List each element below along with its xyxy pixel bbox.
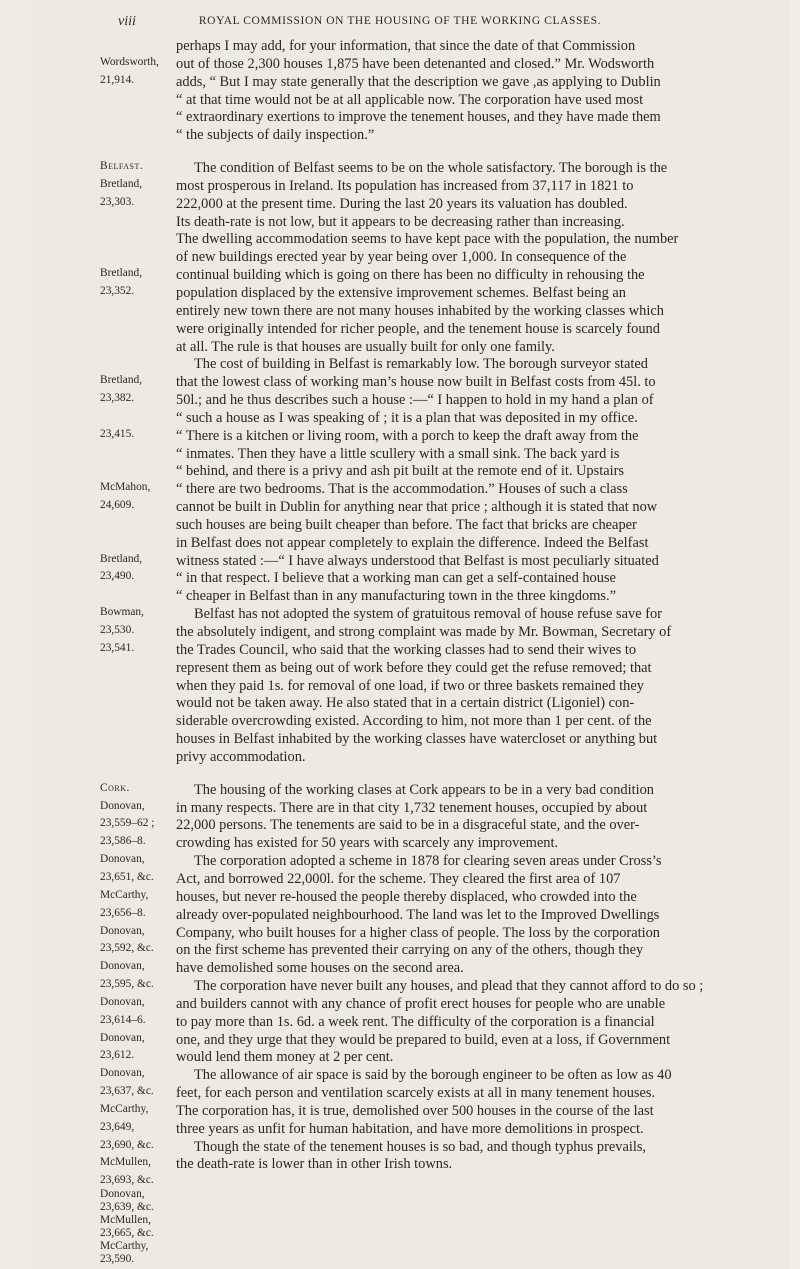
margin-note: 23,612. (100, 1049, 135, 1062)
text-line (0, 713, 800, 731)
margin-note: 23,665, &c. (100, 1227, 154, 1240)
margin-note: Bretland, (100, 552, 143, 565)
margin-note: Donovan, (100, 924, 145, 937)
margin-note: Bowman, (100, 606, 144, 619)
text-line (0, 553, 800, 571)
margin-note: 23,614–6. (100, 1013, 146, 1026)
line-text: to pay more than 1s. 6d. a week rent. The difficulty of the corporation is a financial (176, 1013, 655, 1030)
margin-note: 23,693, &c. (100, 1174, 154, 1187)
margin-note: Donovan, (100, 1031, 145, 1044)
line-text: that the lowest class of working man’s house now built in Belfast costs from 45l. to (176, 374, 656, 391)
margin-note: 23,303. (100, 195, 135, 208)
trailing-note-row (0, 1214, 800, 1227)
margin-note: 23,352. (100, 284, 135, 297)
text-line (0, 127, 800, 145)
line-text: Company, who built houses for a higher class of people. The loss by the corporation (176, 924, 660, 941)
line-text: three years as unfit for human habitation, and have more demolitions in prospect. (176, 1120, 644, 1137)
margin-note: Bretland, (100, 374, 143, 387)
text-line (0, 1103, 800, 1121)
text-line (0, 321, 800, 339)
text-line (0, 339, 800, 357)
text-line (0, 695, 800, 713)
line-text: continual building which is going on there has been no difficulty in rehousing the (176, 267, 645, 284)
text-line (0, 303, 800, 321)
text-line (0, 463, 800, 481)
margin-note: McMahon, (100, 481, 151, 494)
text-line (0, 960, 800, 978)
margin-note: Donovan, (100, 960, 145, 973)
text-line (0, 1139, 800, 1157)
margin-note: 23,592, &c. (100, 942, 154, 955)
line-text: would lend them money at 2 per cent. (176, 1049, 394, 1066)
margin-note: 23,656–8. (100, 906, 146, 919)
trailing-note-row (0, 1201, 800, 1214)
document-body (0, 38, 800, 1267)
line-text: Act, and borrowed 22,000l. for the scheme. They cleared the first area of 107 (176, 870, 621, 887)
margin-note: McCarthy, (100, 1102, 149, 1115)
line-text: feet, for each person and ventilation scarcely exists at all in many tenement houses. (176, 1085, 656, 1102)
text-line (0, 749, 800, 767)
line-text: houses, but never re-housed the people thereby displaced, who crowded into the (176, 888, 637, 905)
line-text: “ such a house as I was speaking of ; it is a plan that was deposited in my office. (176, 409, 638, 426)
line-text: Its death-rate is not low, but it appears to be decreasing rather than increasing. (176, 213, 625, 230)
margin-note: Bretland, (100, 267, 143, 280)
line-text: the death-rate is lower than in other Irish towns. (176, 1156, 453, 1173)
text-line (0, 428, 800, 446)
text-line (0, 624, 800, 642)
margin-note: 23,637, &c. (100, 1085, 154, 1098)
text-line (0, 267, 800, 285)
text-line (0, 817, 800, 835)
line-text: perhaps I may add, for your information, that since the date of that Commission (176, 38, 636, 54)
text-line (0, 92, 800, 110)
margin-note: McMullen, (100, 1213, 151, 1226)
text-line (0, 800, 800, 818)
line-text: such houses are being built cheaper than before. The fact that bricks are cheaper (176, 516, 637, 533)
line-text: have demolished some houses on the second area. (176, 960, 464, 977)
line-text: “ in that respect. I believe that a working man can get a self-contained house (176, 570, 616, 587)
line-text: 22,000 persons. The tenements are said to be in a disgraceful state, and the over- (176, 817, 640, 834)
margin-note: 23,649, (100, 1120, 135, 1133)
text-line (0, 1121, 800, 1139)
line-text: The corporation have never built any houses, and plead that they cannot afford to do so ; (194, 978, 704, 995)
line-text: The corporation adopted a scheme in 1878 for clearing seven areas under Cross’s (194, 853, 662, 870)
text-line (0, 660, 800, 678)
margin-note: 23,595, &c. (100, 978, 154, 991)
text-line (0, 356, 800, 374)
paragraph (0, 38, 800, 145)
line-text: siderable overcrowding existed. According to him, not more than 1 per cent. of the (176, 713, 652, 730)
line-text: population displaced by the extensive improvement schemes. Belfast being an (176, 284, 626, 301)
trailing-note-row (0, 1240, 800, 1253)
margin-note: Donovan, (100, 995, 145, 1008)
trailing-note-row (0, 1188, 800, 1201)
text-line (0, 606, 800, 624)
text-line (0, 392, 800, 410)
margin-note: 21,914. (100, 73, 135, 86)
line-text: The condition of Belfast seems to be on the whole satisfactory. The borough is the (194, 160, 668, 177)
text-line (0, 978, 800, 996)
margin-note: Donovan, (100, 1187, 145, 1200)
text-line (0, 285, 800, 303)
line-text: the absolutely indigent, and strong complaint was made by Mr. Bowman, Secretary of (176, 624, 672, 640)
line-text: The cost of building in Belfast is remarkably low. The borough surveyor stated (194, 356, 649, 373)
text-line (0, 446, 800, 464)
text-line (0, 1032, 800, 1050)
margin-note: 24,609. (100, 499, 135, 512)
line-text: “ behind, and there is a privy and ash pit built at the remote end of it. Upstairs (176, 463, 624, 480)
line-text: “ at that time would not be at all applicable now. The corporation have used most (176, 91, 644, 108)
line-text: Though the state of the tenement houses is so bad, and though typhus prevails, (194, 1138, 647, 1155)
text-line (0, 1049, 800, 1067)
line-text: one, and they urge that they would be prepared to build, even at a loss, if Government (176, 1031, 671, 1048)
line-text: entirely new town there are not many houses inhabited by the working classes which (176, 302, 664, 319)
line-text: witness stated :—“ I have always understood that Belfast is most peculiarly situated (176, 552, 659, 569)
trailing-note-row (0, 1253, 800, 1266)
text-line (0, 374, 800, 392)
line-text: 50l.; and he thus describes such a house :—“ I happen to hold in my hand a plan of (176, 392, 654, 409)
text-line (0, 481, 800, 499)
text-line (0, 1014, 800, 1032)
line-text: The dwelling accommodation seems to have kept pace with the population, the number (176, 231, 679, 248)
line-text: adds, “ But I may state generally that the description we gave ,as applying to Dublin (176, 73, 661, 90)
margin-note: 23,541. (100, 641, 135, 654)
line-text: on the first scheme has prevented their carrying on any of the others, though they (176, 942, 644, 959)
text-line (0, 907, 800, 925)
line-text: The allowance of air space is said by the borough engineer to be often as low as 40 (194, 1067, 672, 1084)
text-line (0, 410, 800, 428)
page-number: viii (118, 14, 136, 29)
text-line (0, 942, 800, 960)
margin-note: 23,639, &c. (100, 1200, 154, 1213)
margin-note: 23,530. (100, 624, 135, 636)
line-text: The corporation has, it is true, demolished over 500 houses in the course of the last (176, 1102, 654, 1119)
line-text: “ the subjects of daily inspection.” (176, 127, 375, 144)
margin-note: 23,559–62 ; (100, 817, 155, 830)
text-line (0, 889, 800, 907)
text-line (0, 835, 800, 853)
text-line (0, 1156, 800, 1174)
text-line (0, 74, 800, 92)
line-text: represent them as being out of work before they could get the refuse removed; that (176, 659, 652, 676)
text-line (0, 196, 800, 214)
margin-note: Wordsworth, (100, 55, 159, 68)
text-line (0, 588, 800, 606)
text-line (0, 178, 800, 196)
text-line (0, 535, 800, 553)
margin-note: 23,415. (100, 427, 135, 440)
margin-note: 23,651, &c. (100, 870, 154, 883)
line-text: in Belfast does not appear completely to explain the difference. Indeed the Belfast (176, 534, 649, 551)
margin-note: 23,690, &c. (100, 1138, 154, 1151)
line-text: in many respects. There are in that city 1,732 tenement houses, occupied by about (176, 799, 648, 816)
text-line (0, 871, 800, 889)
line-text: of new buildings erected year by year being over 1,000. In consequence of the (176, 249, 627, 266)
text-line (0, 678, 800, 696)
text-line (0, 853, 800, 871)
line-text: were originally intended for richer people, and the tenement house is scarcely found (176, 320, 660, 337)
trailing-note-row (0, 1174, 800, 1187)
line-text: The housing of the working clases at Cork appears to be in a very bad condition (194, 781, 654, 798)
margin-note: Donovan, (100, 853, 145, 866)
line-text: houses in Belfast inhabited by the working classes have watercloset or anything but (176, 731, 658, 748)
line-text: 222,000 at the present time. During the last 20 years its valuation has doubled. (176, 195, 628, 212)
paragraph (0, 782, 800, 1267)
margin-note: Belfast. (100, 160, 144, 173)
line-text: and builders cannot with any chance of profit erect houses for people who are unable (176, 995, 666, 1012)
text-line (0, 109, 800, 127)
text-line (0, 1085, 800, 1103)
text-line (0, 517, 800, 535)
line-text: when they paid 1s. for removal of one load, if two or three baskets remained they (176, 677, 644, 694)
text-line (0, 996, 800, 1014)
text-line (0, 1067, 800, 1085)
line-text: “ inmates. Then they have a little scullery with a small sink. The back yard is (176, 445, 620, 462)
margin-note: Donovan, (100, 1067, 145, 1080)
line-text: out of those 2,300 houses 1,875 have been detenanted and closed.” Mr. Wodsworth (176, 55, 655, 72)
text-line (0, 160, 800, 178)
text-line (0, 56, 800, 74)
line-text: the Trades Council, who said that the working classes had to send their wives to (176, 641, 637, 658)
text-line (0, 249, 800, 267)
margin-note: McMullen, (100, 1156, 151, 1169)
line-text: “ there are two bedrooms. That is the accommodation.” Houses of such a class (176, 481, 628, 498)
margin-note: Donovan, (100, 799, 145, 812)
line-text: crowding has existed for 50 years with scarcely any improvement. (176, 835, 559, 852)
line-text: most prosperous in Ireland. Its population has increased from 37,117 in 1821 to (176, 177, 634, 194)
text-line (0, 214, 800, 232)
text-line (0, 731, 800, 749)
line-text: “ extraordinary exertions to improve the tenement houses, and they have made them (176, 109, 661, 126)
margin-note: 23,590. (100, 1253, 135, 1266)
text-line (0, 499, 800, 517)
text-line (0, 925, 800, 943)
margin-note: Cork. (100, 781, 130, 794)
margin-note: 23,586–8. (100, 835, 146, 848)
line-text: cannot be built in Dublin for anything near that price ; although it is stated that now (176, 499, 658, 516)
text-line (0, 570, 800, 588)
page-header (0, 14, 800, 34)
margin-note: McCarthy, (100, 1240, 149, 1253)
margin-note: McCarthy, (100, 888, 149, 901)
margin-note: 23,490. (100, 570, 135, 583)
text-line (0, 231, 800, 249)
margin-note: 23,382. (100, 392, 135, 405)
margin-note: Bretland, (100, 177, 143, 190)
line-text: privy accommodation. (176, 748, 306, 765)
trailing-note-row (0, 1227, 800, 1240)
text-line (0, 642, 800, 660)
line-text: “ cheaper in Belfast than in any manufacturing town in the three kingdoms.” (176, 588, 616, 605)
line-text: would not be taken away. He also stated that in a certain district (Ligoniel) con- (176, 695, 635, 712)
text-line (0, 782, 800, 800)
line-text: already over-populated neighbourhood. The land was let to the Improved Dwellings (176, 906, 660, 923)
paragraph (0, 160, 800, 767)
running-title: ROYAL COMMISSION ON THE HOUSING OF THE WORKING CLASSES. (198, 15, 602, 27)
text-line (0, 38, 800, 56)
line-text: at all. The rule is that houses are usually built for only one family. (176, 338, 555, 355)
line-text: “ There is a kitchen or living room, with a porch to keep the draft away from the (176, 427, 639, 444)
line-text: Belfast has not adopted the system of gratuitous removal of house refuse save for (194, 606, 662, 623)
